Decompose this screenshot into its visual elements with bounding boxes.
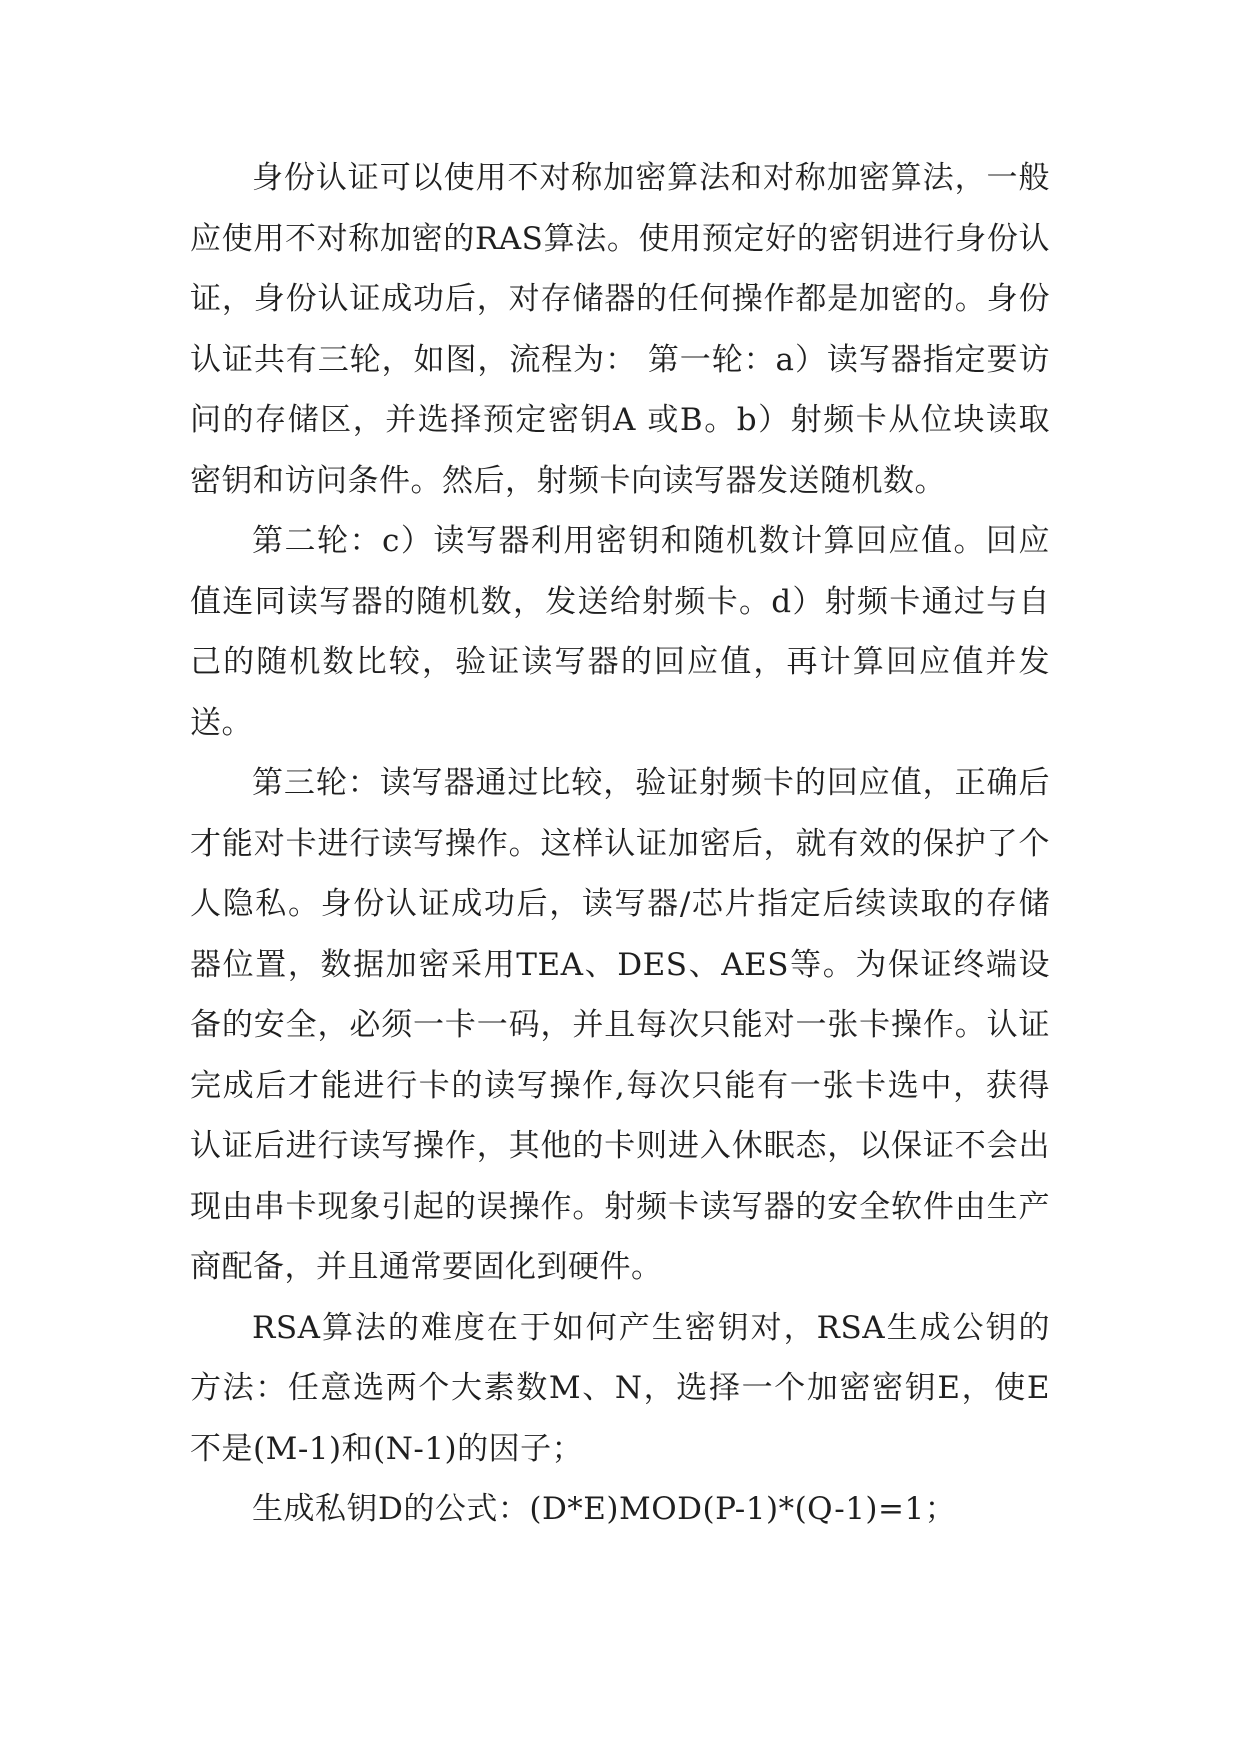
paragraph-rsa-key-generation: RSA算法的难度在于如何产生密钥对，RSA生成公钥的方法：任意选两个大素数M、N，选择一个加密密钥E，使E不是(M-1)和(N-1)的因子；: [190, 1309, 1050, 1467]
paragraph-second-round: 第二轮：c）读写器利用密钥和随机数计算回应值。回应值连同读写器的随机数，发送给射频卡。d）射频卡通过与自己的随机数比较，验证读写器的回应值，再计算回应值并发送。: [190, 523, 1050, 741]
paragraph-private-key-formula: 生成私钥D的公式：(D*E)MOD(P-1)*(Q-1)=1；: [252, 1491, 957, 1527]
paragraph-authentication-rounds: 身份认证可以使用不对称加密算法和对称加密算法，一般应使用不对称加密的RAS算法。使用预定好的密钥进行身份认证，身份认证成功后，对存储器的任何操作都是加密的。身份认证共有三轮，如图，流程为： 第一轮：a）读写器指定要访问的存储区，并选择预定密钥A 或B。b）射频卡从位块读取密钥和访问条件。然后，射频卡向读写器发送随机数。: [190, 160, 1050, 499]
document-body: [190, 148, 1050, 1540]
paragraph-third-round: 第三轮：读写器通过比较，验证射频卡的回应值，正确后才能对卡进行读写操作。这样认证加密后，就有效的保护了个人隐私。身份认证成功后，读写器/芯片指定后续读取的存储器位置，数据加密采用TEA、DES、AES等。为保证终端设备的安全，必须一卡一码，并且每次只能对一张卡操作。认证完成后才能进行卡的读写操作,每次只能有一张卡选中，获得认证后进行读写操作，其他的卡则进入休眠态，以保证不会出现由串卡现象引起的误操作。射频卡读写器的安全软件由生产商配备，并且通常要固化到硬件。: [190, 765, 1050, 1285]
